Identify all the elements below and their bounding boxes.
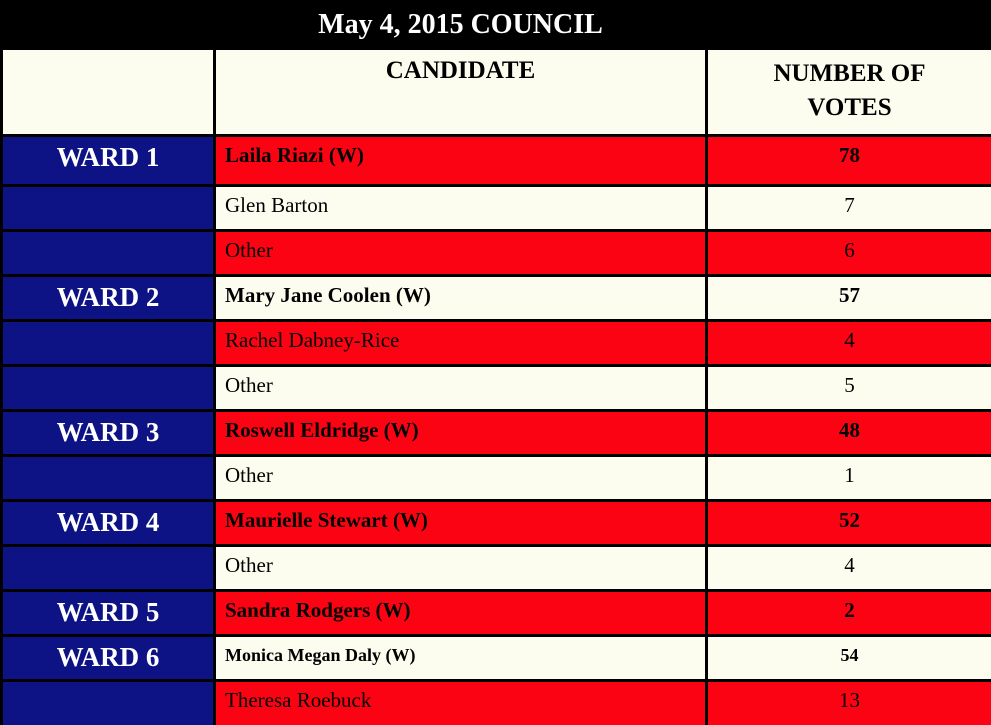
- votes-cell: [707, 636, 991, 681]
- table-row: [2, 411, 991, 456]
- votes-value: 7: [844, 193, 855, 217]
- candidate-cell: [215, 276, 707, 321]
- votes-value: 48: [839, 418, 860, 442]
- candidate-cell: [215, 456, 707, 501]
- ward-header-cell: [2, 49, 215, 136]
- candidate-name: Roswell Eldridge (W): [225, 418, 419, 442]
- title-spacer-left: [2, 2, 215, 49]
- candidate-cell: [215, 591, 707, 636]
- votes-value: 1: [844, 463, 855, 487]
- votes-header-label: NUMBER OF VOTES: [773, 60, 926, 121]
- candidate-name: Laila Riazi (W): [225, 143, 364, 167]
- ward-cell: [2, 186, 215, 231]
- ward-label: WARD 3: [56, 417, 160, 447]
- title-cell: [215, 2, 707, 49]
- votes-value: 6: [844, 238, 855, 262]
- votes-cell: [707, 276, 991, 321]
- candidate-name: Glen Barton: [225, 193, 329, 217]
- table-row: [2, 186, 991, 231]
- candidate-cell: [215, 186, 707, 231]
- votes-value: 4: [844, 328, 855, 352]
- votes-value: 2: [844, 598, 855, 622]
- candidate-name: Mary Jane Coolen (W): [225, 283, 431, 307]
- ward-cell: [2, 321, 215, 366]
- candidate-cell: [215, 411, 707, 456]
- ward-label: WARD 1: [56, 142, 160, 172]
- votes-value: 52: [839, 508, 860, 532]
- table-row: [2, 231, 991, 276]
- ward-cell: [2, 411, 215, 456]
- ward-cell: [2, 136, 215, 186]
- candidate-cell: [215, 321, 707, 366]
- table-row: [2, 456, 991, 501]
- votes-cell: [707, 321, 991, 366]
- votes-cell: [707, 591, 991, 636]
- votes-cell: [707, 546, 991, 591]
- ward-cell: [2, 231, 215, 276]
- ward-cell: [2, 591, 215, 636]
- candidate-cell: [215, 366, 707, 411]
- candidate-cell: [215, 501, 707, 546]
- ward-cell: [2, 501, 215, 546]
- candidate-name: Rachel Dabney-Rice: [225, 328, 400, 352]
- ward-cell: [2, 276, 215, 321]
- candidate-name: Sandra Rodgers (W): [225, 598, 411, 622]
- votes-header-cell: [707, 49, 991, 136]
- ward-cell: [2, 456, 215, 501]
- candidate-cell: [215, 681, 707, 725]
- ward-cell: [2, 546, 215, 591]
- title-row: [2, 2, 991, 49]
- ward-cell: [2, 681, 215, 725]
- table-row: [2, 321, 991, 366]
- candidate-cell: [215, 546, 707, 591]
- table-row: [2, 276, 991, 321]
- candidate-name: Maurielle Stewart (W): [225, 508, 428, 532]
- votes-cell: [707, 681, 991, 725]
- ward-label: WARD 2: [56, 282, 160, 312]
- candidate-header-cell: [215, 49, 707, 136]
- table-row: [2, 591, 991, 636]
- table-row: [2, 681, 991, 725]
- ward-cell: [2, 636, 215, 681]
- ward-label: WARD 5: [56, 597, 160, 627]
- votes-cell: [707, 456, 991, 501]
- candidate-name: Theresa Roebuck: [225, 688, 372, 712]
- votes-cell: [707, 366, 991, 411]
- votes-value: 78: [839, 143, 860, 167]
- votes-cell: [707, 186, 991, 231]
- votes-cell: [707, 411, 991, 456]
- votes-value: 13: [839, 688, 860, 712]
- candidate-cell: [215, 231, 707, 276]
- candidate-header-label: CANDIDATE: [385, 57, 536, 84]
- table-row: [2, 636, 991, 681]
- column-header-row: [2, 49, 991, 136]
- votes-value: 4: [844, 553, 855, 577]
- candidate-name: Other: [225, 238, 273, 262]
- ward-label: WARD 6: [56, 642, 160, 672]
- candidate-name: Other: [225, 373, 273, 397]
- votes-value: 54: [840, 645, 859, 665]
- page-title: May 4, 2015 COUNCIL: [318, 9, 603, 40]
- ward-label: WARD 4: [56, 507, 160, 537]
- candidate-name: Monica Megan Daly (W): [225, 645, 416, 665]
- votes-value: 5: [844, 373, 855, 397]
- table-row: [2, 136, 991, 186]
- candidate-cell: [215, 136, 707, 186]
- votes-value: 57: [839, 283, 860, 307]
- candidate-name: Other: [225, 553, 273, 577]
- votes-cell: [707, 501, 991, 546]
- votes-cell: [707, 231, 991, 276]
- candidate-cell: [215, 636, 707, 681]
- votes-cell: [707, 136, 991, 186]
- ward-cell: [2, 366, 215, 411]
- table-row: [2, 546, 991, 591]
- title-spacer-right: [707, 2, 991, 49]
- table-row: [2, 501, 991, 546]
- candidate-name: Other: [225, 463, 273, 487]
- table-row: [2, 366, 991, 411]
